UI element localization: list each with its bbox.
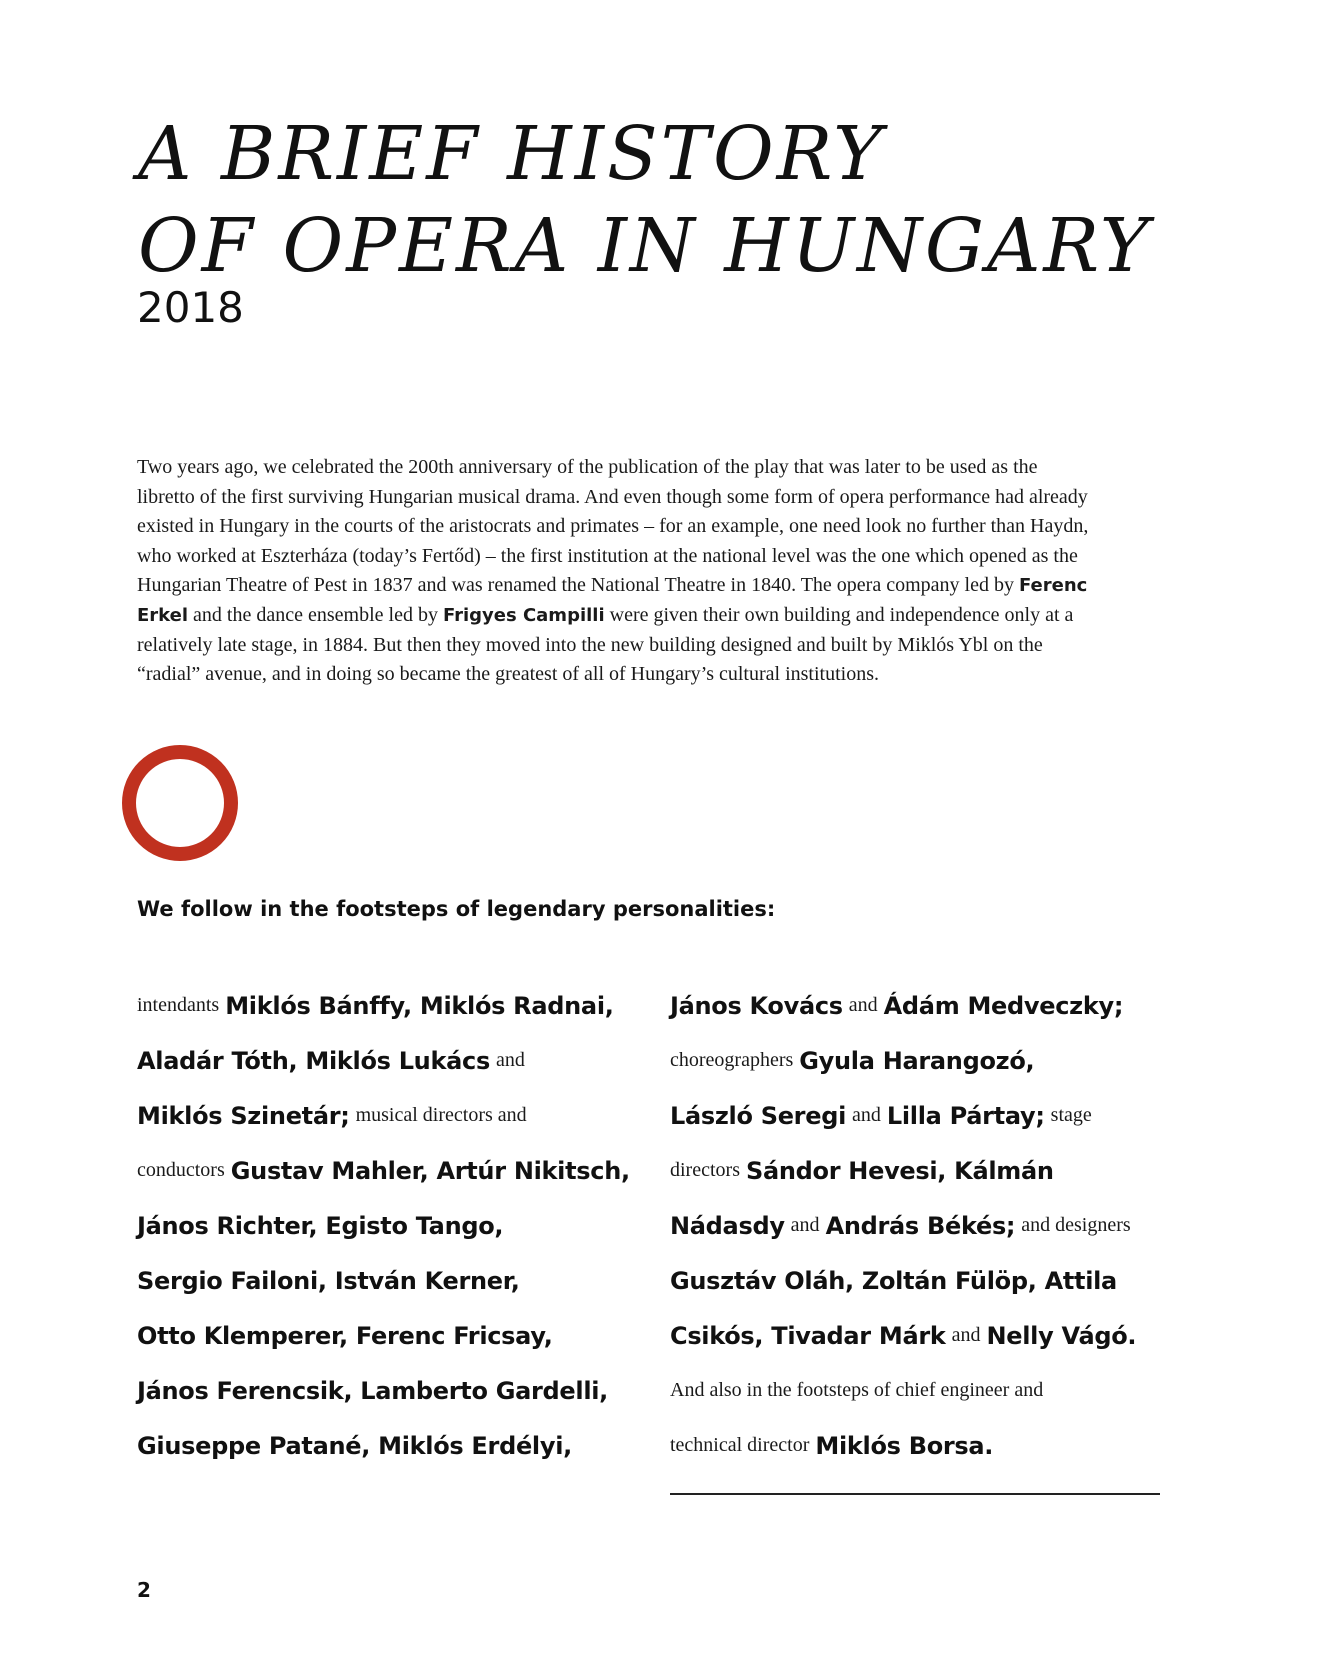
role-text: and [852, 1104, 881, 1126]
role-text: and [790, 1214, 820, 1236]
personalities-line [670, 1418, 1170, 1473]
personalities-line [670, 1143, 1170, 1198]
name-frigyes-campilli: Frigyes Campilli [442, 604, 605, 626]
intro-text-2: and the dance ensemble led by [193, 603, 438, 626]
personality-names: Sergio Failoni, István Kerner, [137, 1266, 520, 1295]
personality-names: Csikós, Tivadar Márk [670, 1321, 946, 1350]
personality-names: János Ferencsik, Lamberto Gardelli, [137, 1376, 609, 1405]
personalities-line [670, 1363, 1170, 1418]
year-subtitle: 2018 [137, 283, 244, 332]
personalities-line [137, 978, 657, 1033]
role-text: technical director [670, 1434, 810, 1456]
intro-text-3: were given their own building and independence only at a relatively late stage, in 1884. But then they moved into the new building designed and built by Miklós Ybl on the “radial” avenue, and in doing so became the greatest of all of Hungary’s cultural institutions. [137, 603, 1074, 686]
personalities-line [670, 1088, 1170, 1143]
personality-names: Otto Klemperer, Ferenc Fricsay, [137, 1321, 553, 1350]
personality-names: János Kovács [670, 991, 843, 1020]
role-text: and [951, 1324, 981, 1346]
personalities-line [670, 978, 1170, 1033]
personalities-line [137, 1143, 657, 1198]
role-text: and [848, 994, 878, 1016]
personality-names: Lilla Pártay; [886, 1101, 1045, 1130]
role-text: directors [670, 1159, 740, 1181]
personality-names: Gusztáv Oláh, Zoltán Fülöp, Attila [670, 1266, 1117, 1295]
personalities-line [137, 1363, 657, 1418]
red-ring-ornament [122, 745, 238, 861]
personalities-line [137, 1198, 657, 1253]
personalities-line [137, 1308, 657, 1363]
personality-names: Miklós Szinetár; [137, 1101, 350, 1130]
name-ferenc-erkel: Ferenc Erkel [137, 575, 1088, 626]
personality-names: János Richter, Egisto Tango, [137, 1211, 504, 1240]
role-text: conductors [137, 1159, 225, 1181]
closing-rule [670, 1493, 1160, 1495]
role-text: choreographers [670, 1049, 794, 1071]
personality-names: Aladár Tóth, Miklós Lukács [137, 1046, 490, 1075]
role-text: stage [1050, 1104, 1092, 1126]
intro-text-1: Two years ago, we celebrated the 200th anniversary of the publication of the play that was later to be used as the libretto of the first surviving Hungarian musical drama. And even though some form of opera performance had already existed in Hungary in the courts of the aristocrats and primates – for an example, one need look no further than Haydn, who worked at Eszterháza (today’s Fertőd) – the first institution at the national level was the one which opened as the Hungarian Theatre of Pest in 1837 and was renamed the National Theatre in 1840. The opera company led by [137, 456, 1089, 597]
personality-names: Sándor Hevesi, Kálmán [745, 1156, 1054, 1185]
personality-names: Nelly Vágó. [986, 1321, 1137, 1350]
personalities-right-column [670, 978, 1170, 1473]
role-text: musical directors and [355, 1104, 527, 1126]
personality-names: Ádám Medveczky; [883, 991, 1124, 1020]
page-title [138, 108, 1152, 292]
personalities-line [137, 1418, 657, 1473]
intro-paragraph [137, 453, 1097, 690]
personalities-line [670, 1308, 1170, 1363]
personality-names: Miklós Bánffy, Miklós Radnai, [225, 991, 614, 1020]
personality-names: Miklós Borsa. [815, 1431, 994, 1460]
personality-names: Gyula Harangozó, [799, 1046, 1035, 1075]
title-line-2: OF OPERA IN HUNGARY [138, 203, 1152, 289]
personalities-line [670, 1198, 1170, 1253]
title-line-1: A BRIEF HISTORY [138, 111, 885, 197]
personalities-line [137, 1088, 657, 1143]
page-number: 2 [137, 1578, 151, 1602]
personalities-line [670, 1033, 1170, 1088]
role-text: and designers [1021, 1214, 1131, 1236]
personality-names: Nádasdy [670, 1211, 785, 1240]
personality-names: László Seregi [670, 1101, 846, 1130]
role-text: and [495, 1049, 525, 1071]
personalities-line [137, 1033, 657, 1088]
personalities-lead: We follow in the footsteps of legendary personalities: [137, 897, 776, 921]
personality-names: András Békés; [825, 1211, 1016, 1240]
personalities-line [670, 1253, 1170, 1308]
personalities-line [137, 1253, 657, 1308]
personalities-left-column [137, 978, 657, 1473]
personality-names: Giuseppe Patané, Miklós Erdélyi, [137, 1431, 572, 1460]
role-text: And also in the footsteps of chief engineer and [670, 1379, 1044, 1401]
role-text: intendants [137, 994, 220, 1016]
personality-names: Gustav Mahler, Artúr Nikitsch, [230, 1156, 630, 1185]
